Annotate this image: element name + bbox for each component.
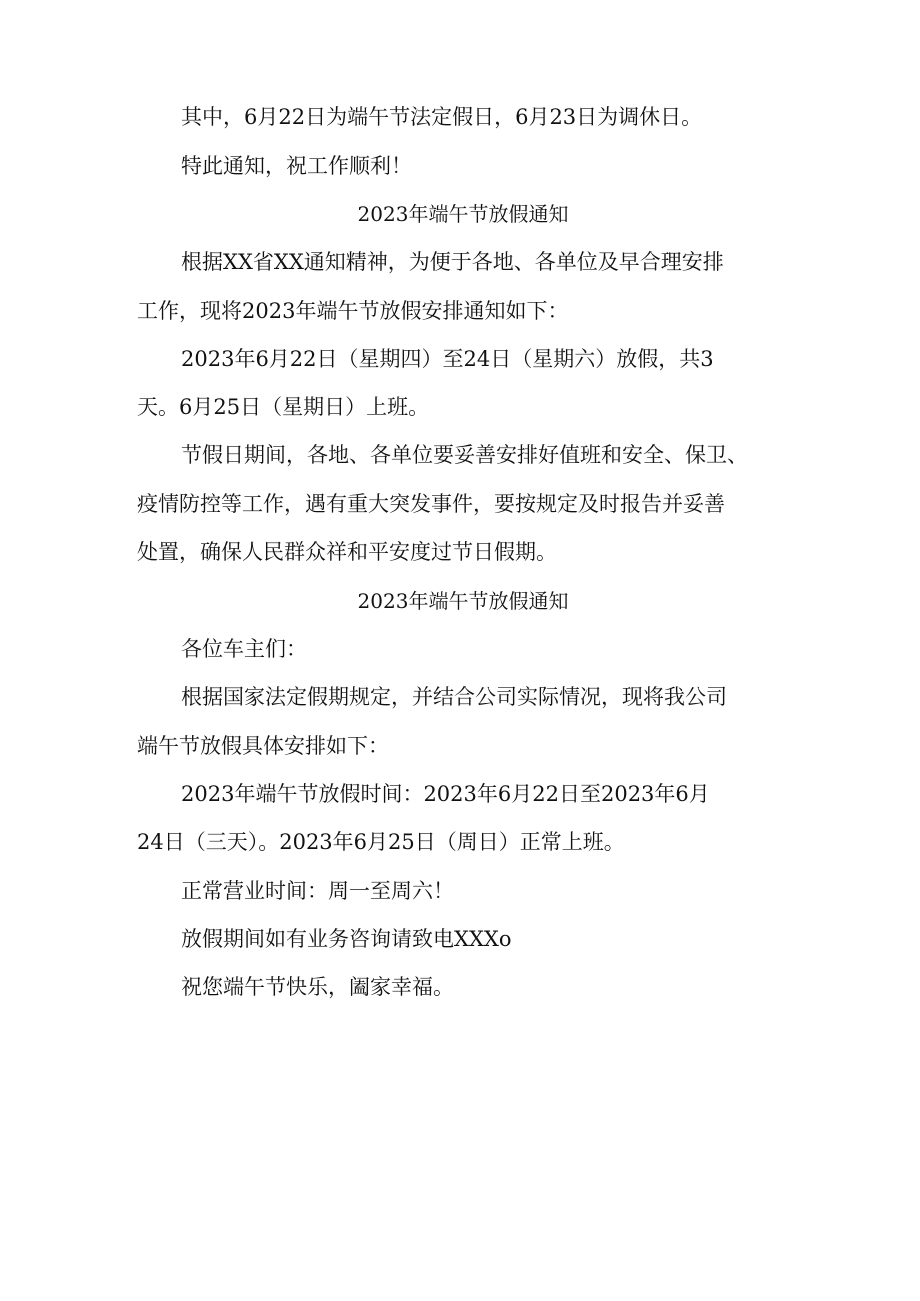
paragraph-line: 正常营业时间：周一至周六！ (181, 879, 454, 903)
paragraph-line: 节假日期间，各地、各单位要妥善安排好值班和安全、保卫、 (181, 443, 748, 467)
closing-line: 特此通知，祝工作顺利！ (181, 154, 412, 178)
paragraph-line: 根据国家法定假期规定，并结合公司实际情况，现将我公司 (181, 685, 727, 709)
paragraph-line: 2023年端午节放假时间：2023年6月22日至2023年6月 (181, 782, 710, 806)
paragraph-line: 端午节放假具体安排如下： (137, 734, 389, 758)
paragraph-line: 根据XX省XX通知精神，为便于各地、各单位及早合理安排 (181, 250, 724, 274)
paragraph-line: 天。6月25日（星期日）上班。 (137, 395, 430, 419)
paragraph-line: 放假期间如有业务咨询请致电XXXo (181, 927, 512, 951)
closing-line: 祝您端午节快乐，阖家幸福。 (181, 975, 454, 999)
paragraph-line: 24日（三天）。2023年6月25日（周日）正常上班。 (137, 830, 625, 854)
notice-title: 2023年端午节放假通知 (357, 589, 569, 613)
salutation-line: 各位车主们： (181, 637, 307, 661)
paragraph-line: 疫情防控等工作，遇有重大突发事件，要按规定及时报告并妥善 (137, 492, 725, 516)
paragraph-line: 其中，6月22日为端午节法定假日，6月23日为调休日。 (181, 105, 703, 129)
paragraph-line: 2023年6月22日（星期四）至24日（星期六）放假，共3 (181, 347, 714, 371)
paragraph-line: 工作，现将2023年端午节放假安排通知如下： (137, 299, 569, 323)
notice-title: 2023年端午节放假通知 (357, 202, 569, 226)
paragraph-line: 处置，确保人民群众祥和平安度过节日假期。 (137, 540, 557, 564)
